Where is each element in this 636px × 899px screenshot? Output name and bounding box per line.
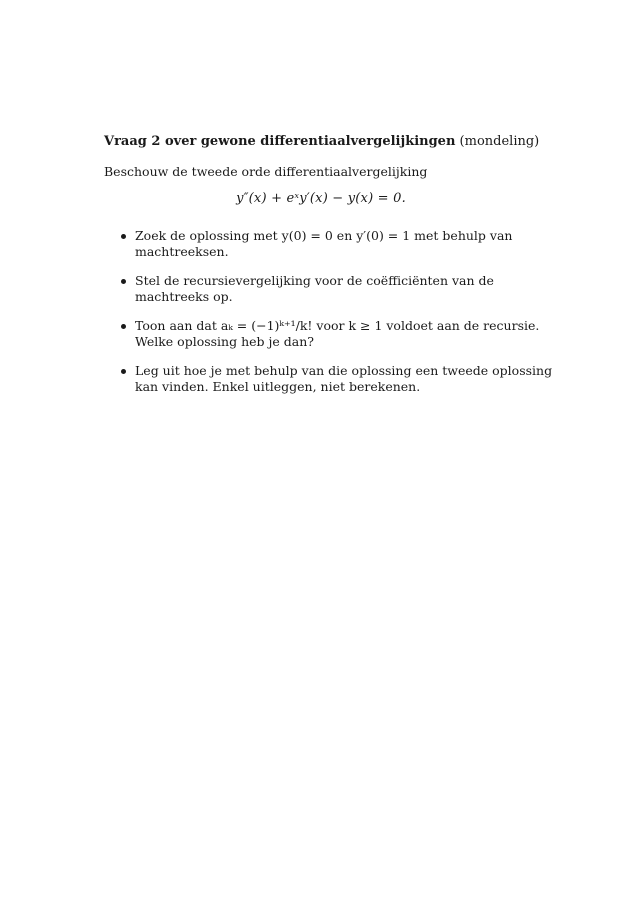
list-item: [121, 363, 561, 395]
bullet-icon: [121, 279, 126, 284]
equation-text: y″(x) + eˣy′(x) − y(x) = 0.: [236, 191, 406, 206]
list-item: [121, 318, 561, 350]
task-list: [121, 228, 561, 408]
bullet-icon: [121, 369, 126, 374]
bullet-icon: [121, 234, 126, 239]
list-item-text: Zoek de oplossing met y(0) = 0 en y′(0) = 1 met behulp van machtreeksen.: [135, 228, 513, 259]
list-item-text: Leg uit hoe je met behulp van die oplossing een tweede oplossing kan vinden. Enkel uitleggen, niet berekenen.: [135, 363, 553, 394]
list-item: [121, 228, 561, 260]
list-item: [121, 273, 561, 305]
question-title: Vraag 2 over gewone differentiaalvergelijkingen: [104, 134, 456, 149]
question-subtitle: (mondeling): [459, 134, 540, 149]
question-heading: [104, 134, 539, 149]
list-item-text: Toon aan dat aₖ = (−1)ᵏ⁺¹/k! voor k ≥ 1 voldoet aan de recursie. Welke oplossing heb je dan?: [135, 318, 540, 349]
bullet-icon: [121, 324, 126, 329]
intro-text: Beschouw de tweede orde differentiaalvergelijking: [104, 164, 428, 179]
list-item-text: Stel de recursievergelijking voor de coëfficiënten van de machtreeks op.: [135, 273, 494, 304]
differential-equation: [0, 191, 636, 206]
